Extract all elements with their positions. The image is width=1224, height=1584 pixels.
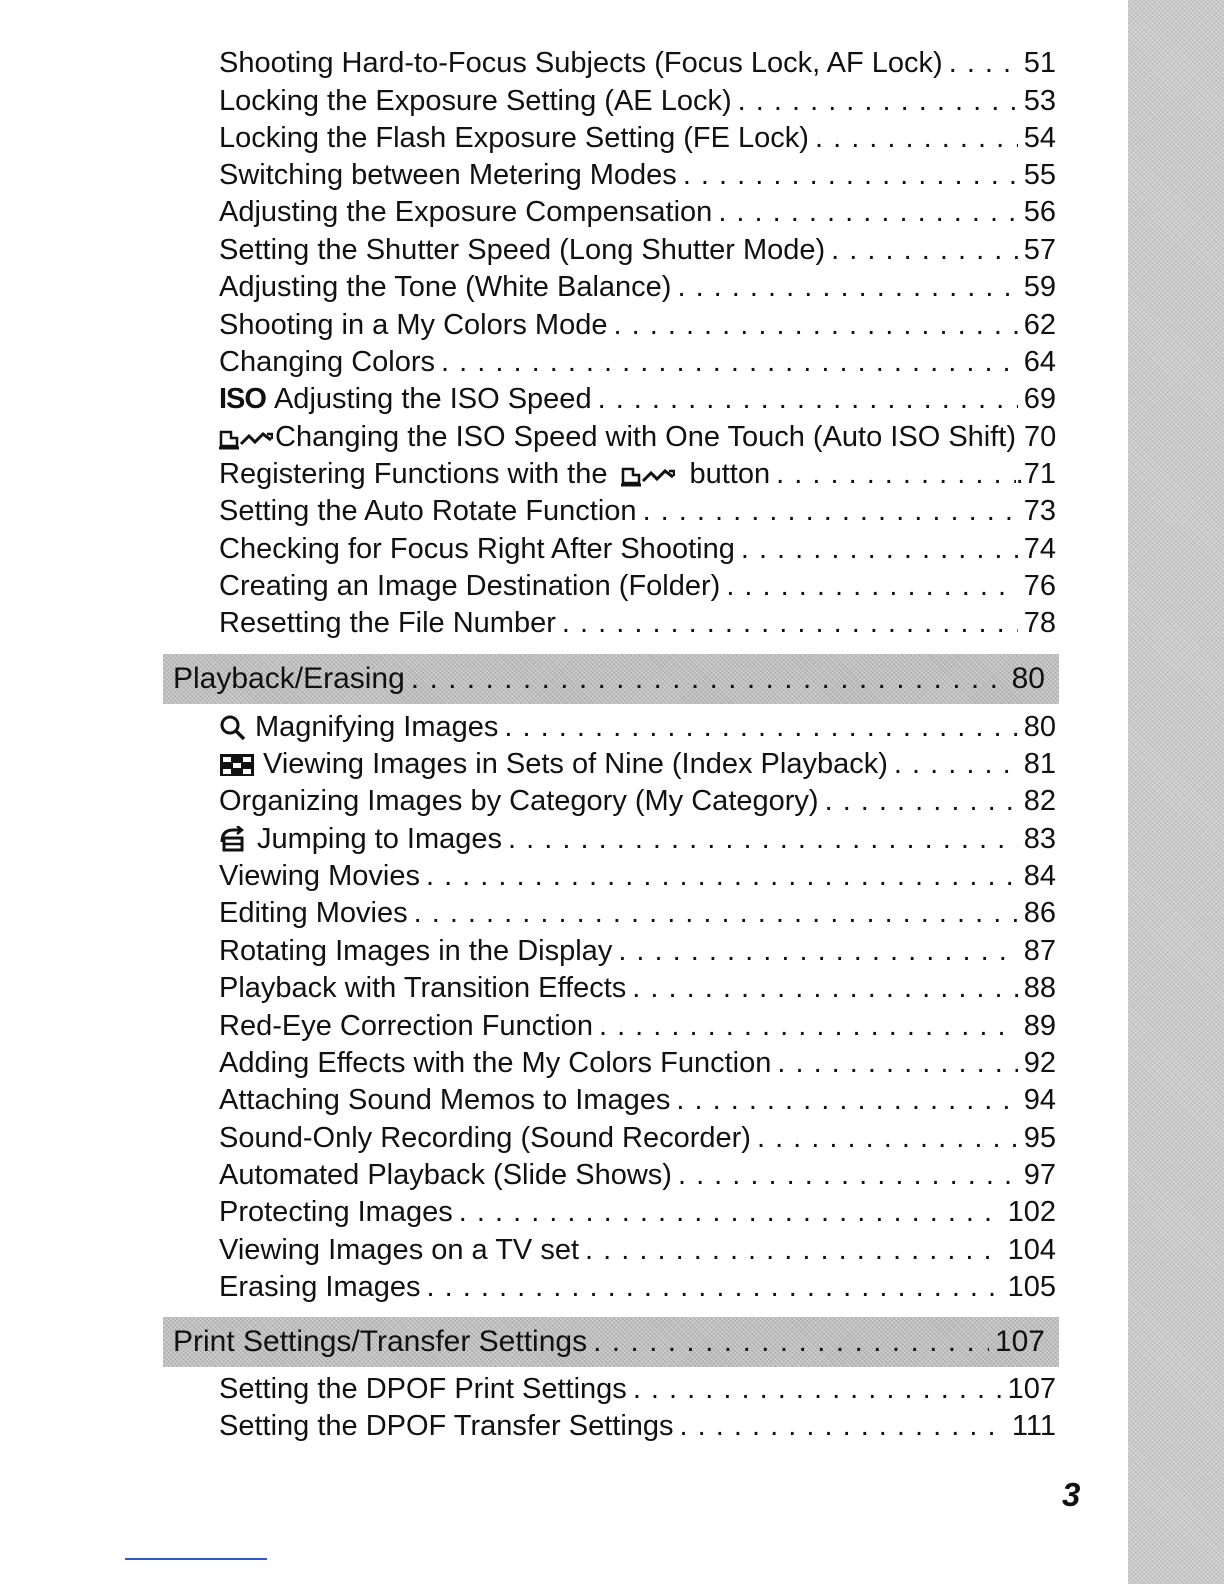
toc-entry-page: 102 bbox=[1007, 1196, 1056, 1228]
toc-entry-title: Checking for Focus Right After Shooting bbox=[219, 533, 735, 565]
toc-entry-title: Resetting the File Number bbox=[219, 607, 556, 639]
leader-dots bbox=[426, 858, 1018, 894]
section-page: 80 bbox=[1011, 662, 1045, 695]
toc-entry[interactable] bbox=[219, 344, 1056, 380]
leader-dots bbox=[414, 895, 1018, 931]
leader-dots bbox=[676, 1082, 1017, 1118]
toc-entry-page: 83 bbox=[1023, 823, 1056, 855]
toc-entry-page: 80 bbox=[1023, 711, 1056, 743]
toc-entry[interactable] bbox=[219, 307, 1056, 343]
print-share-icon bbox=[219, 419, 273, 455]
toc-entry-title: Viewing Movies bbox=[219, 860, 420, 892]
print-share-icon bbox=[621, 456, 675, 492]
toc-entry-title: Setting the Shutter Speed (Long Shutter Mode) bbox=[219, 234, 826, 266]
toc-entry[interactable] bbox=[219, 1408, 1056, 1444]
toc-entry-page: .71 bbox=[1015, 458, 1056, 490]
toc-entry-title: Adjusting the ISO Speed bbox=[273, 383, 592, 415]
toc-entry-page: 62 bbox=[1023, 309, 1056, 341]
leader-dots bbox=[949, 45, 1018, 81]
toc-entry-page: 59 bbox=[1023, 271, 1056, 303]
leader-dots bbox=[508, 821, 1018, 857]
toc-entry-page: 111 bbox=[1011, 1410, 1056, 1442]
leader-dots bbox=[613, 307, 1017, 343]
toc-entry[interactable] bbox=[219, 1371, 1056, 1407]
leader-dots bbox=[459, 1194, 1002, 1230]
leader-dots bbox=[441, 344, 1018, 380]
toc-entry-title: Rotating Images in the Display bbox=[219, 935, 613, 967]
toc-entry-page: 55 bbox=[1023, 159, 1056, 191]
toc-entry-title: Viewing Images in Sets of Nine (Index Playback) bbox=[263, 748, 888, 780]
toc-entry[interactable] bbox=[219, 1194, 1056, 1230]
toc-entry[interactable] bbox=[219, 1157, 1056, 1193]
toc-entry[interactable] bbox=[219, 783, 1056, 819]
toc-entry[interactable] bbox=[219, 493, 1056, 529]
toc-entry[interactable] bbox=[219, 1120, 1056, 1156]
toc-entry-page: 87 bbox=[1023, 935, 1056, 967]
leader-dots bbox=[726, 568, 1017, 604]
index-icon bbox=[219, 746, 255, 782]
toc-entry-page: 69 bbox=[1023, 383, 1056, 415]
toc-entry[interactable] bbox=[219, 456, 1056, 492]
toc-entry-page: 57 bbox=[1023, 234, 1056, 266]
toc-entry[interactable] bbox=[219, 821, 1056, 857]
toc-entry-title: Changing the ISO Speed with One Touch (Auto ISO Shift) bbox=[275, 421, 1017, 453]
toc-entry-title: Adjusting the Tone (White Balance) bbox=[219, 271, 672, 303]
toc-entry-page: 56 bbox=[1023, 196, 1056, 228]
toc-entry-page: 94 bbox=[1023, 1084, 1056, 1116]
leader-dots bbox=[718, 194, 1017, 230]
section-page: 107 bbox=[994, 1325, 1045, 1358]
toc-entry-page: 51 bbox=[1023, 47, 1056, 79]
leader-dots bbox=[593, 1325, 989, 1359]
leader-dots bbox=[411, 662, 1006, 696]
toc-entry-title: Attaching Sound Memos to Images bbox=[219, 1084, 671, 1116]
toc-entry-page: 74 bbox=[1023, 533, 1056, 565]
leader-dots bbox=[825, 783, 1018, 819]
leader-dots bbox=[562, 605, 1018, 641]
leader-dots bbox=[618, 933, 1017, 969]
toc-entry[interactable] bbox=[219, 157, 1056, 193]
toc-entry-title: Adding Effects with the My Colors Function bbox=[219, 1047, 772, 1079]
toc-entry[interactable] bbox=[219, 1082, 1056, 1118]
toc-entry-page: 53 bbox=[1023, 85, 1056, 117]
leader-dots bbox=[677, 269, 1017, 305]
footer-rule bbox=[125, 1558, 267, 1560]
toc-entry-title: Locking the Exposure Setting (AE Lock) bbox=[219, 85, 732, 117]
toc-entry[interactable] bbox=[219, 605, 1056, 641]
toc-entry-page: 86 bbox=[1023, 897, 1056, 929]
toc-entry[interactable] bbox=[219, 1269, 1056, 1305]
toc-entry[interactable] bbox=[219, 269, 1056, 305]
leader-dots bbox=[738, 83, 1018, 119]
leader-dots bbox=[777, 1045, 1017, 1081]
toc-entry-title: Organizing Images by Category (My Category) bbox=[219, 785, 819, 817]
page-number: 3 bbox=[1062, 1476, 1081, 1513]
toc-entry-page: 92 bbox=[1023, 1047, 1056, 1079]
toc-entry[interactable] bbox=[219, 1008, 1056, 1044]
toc-entry-page: 70 bbox=[1024, 421, 1057, 453]
toc-entry-page: 73 bbox=[1023, 495, 1056, 527]
leader-dots bbox=[680, 1408, 1006, 1444]
leader-dots bbox=[757, 1120, 1018, 1156]
toc-entry-title: Setting the DPOF Print Settings bbox=[219, 1373, 627, 1405]
toc-entry[interactable] bbox=[219, 1232, 1056, 1268]
toc-entry-page: 84 bbox=[1023, 860, 1056, 892]
toc-entry-page: 95 bbox=[1023, 1122, 1056, 1154]
leader-dots bbox=[427, 1269, 1002, 1305]
toc-entry-page: 54 bbox=[1023, 122, 1056, 154]
leader-dots bbox=[633, 1371, 1002, 1407]
toc-entry[interactable] bbox=[219, 1045, 1056, 1081]
toc-entry-title: Setting the DPOF Transfer Settings bbox=[219, 1410, 674, 1442]
toc-entry[interactable] bbox=[219, 709, 1056, 745]
toc-entry[interactable] bbox=[219, 531, 1056, 567]
jump-icon bbox=[219, 821, 245, 857]
toc-entry-page: 81 bbox=[1023, 748, 1056, 780]
leader-dots bbox=[815, 120, 1018, 156]
toc-entry-page: 64 bbox=[1023, 346, 1056, 378]
toc-entry-title: Setting the Auto Rotate Function bbox=[219, 495, 637, 527]
section-title: Print Settings/Transfer Settings bbox=[173, 1325, 588, 1358]
toc-entry-title: Switching between Metering Modes bbox=[219, 159, 677, 191]
toc-entry[interactable] bbox=[219, 83, 1056, 119]
toc-entry[interactable] bbox=[219, 895, 1056, 931]
toc-entry-page: 89 bbox=[1023, 1010, 1056, 1042]
toc-entry-title: Red-Eye Correction Function bbox=[219, 1010, 593, 1042]
leader-dots bbox=[504, 709, 1017, 745]
toc-entry[interactable] bbox=[219, 381, 1056, 417]
leader-dots bbox=[599, 1008, 1018, 1044]
toc-entry[interactable] bbox=[219, 568, 1056, 604]
toc-entry[interactable] bbox=[219, 419, 1056, 455]
toc-entry-page: 88 bbox=[1023, 972, 1056, 1004]
toc-entry-title: Shooting Hard-to-Focus Subjects (Focus Lock, AF Lock) bbox=[219, 47, 943, 79]
toc-entry-title: Shooting in a My Colors Mode bbox=[219, 309, 608, 341]
toc-entry-title: Creating an Image Destination (Folder) bbox=[219, 570, 721, 602]
section-title: Playback/Erasing bbox=[173, 662, 405, 695]
toc-entry[interactable] bbox=[219, 232, 1056, 268]
leader-dots bbox=[678, 1157, 1018, 1193]
toc-entry[interactable] bbox=[219, 933, 1056, 969]
toc-entry-title: Sound-Only Recording (Sound Recorder) bbox=[219, 1122, 751, 1154]
section-header-print[interactable] bbox=[163, 1317, 1059, 1367]
toc-entry-page: 82 bbox=[1023, 785, 1056, 817]
toc-entry-title: Playback with Transition Effects bbox=[219, 972, 627, 1004]
toc-entry-page: 97 bbox=[1023, 1159, 1056, 1191]
leader-dots bbox=[683, 157, 1018, 193]
toc-entry-title: Erasing Images bbox=[219, 1271, 421, 1303]
edge-tab-strip bbox=[1128, 0, 1224, 1584]
toc-entry[interactable] bbox=[219, 858, 1056, 894]
toc-entry[interactable] bbox=[219, 970, 1056, 1006]
magnify-icon bbox=[219, 709, 247, 745]
toc-entry[interactable] bbox=[219, 45, 1056, 81]
toc-entry-title: Automated Playback (Slide Shows) bbox=[219, 1159, 672, 1191]
section-header-playback[interactable] bbox=[163, 654, 1059, 704]
toc-entry-page: 104 bbox=[1007, 1234, 1056, 1266]
toc-entry[interactable] bbox=[219, 120, 1056, 156]
leader-dots bbox=[831, 232, 1018, 268]
leader-dots bbox=[585, 1232, 1002, 1268]
toc-entry-title: Jumping to Images bbox=[257, 823, 503, 855]
toc-entry-page: 76 bbox=[1023, 570, 1056, 602]
toc-entry-title: Magnifying Images bbox=[255, 711, 499, 743]
leader-dots bbox=[632, 970, 1017, 1006]
toc-entry-title: Registering Functions with the bbox=[219, 458, 608, 490]
toc-entry-title: Adjusting the Exposure Compensation bbox=[219, 196, 713, 228]
toc-entry-page: 107 bbox=[1007, 1373, 1056, 1405]
toc-entry-page: 78 bbox=[1023, 607, 1056, 639]
leader-dots bbox=[776, 456, 1016, 492]
toc-entry-title: Editing Movies bbox=[219, 897, 408, 929]
toc-entry-page: 105 bbox=[1007, 1271, 1056, 1303]
toc-entry-title: Viewing Images on a TV set bbox=[219, 1234, 580, 1266]
leader-dots bbox=[643, 493, 1018, 529]
toc-entry-title: Changing Colors bbox=[219, 346, 436, 378]
iso-icon: ISO bbox=[219, 383, 266, 415]
toc-entry[interactable] bbox=[219, 194, 1056, 230]
leader-dots bbox=[598, 381, 1018, 417]
toc-entry[interactable] bbox=[219, 746, 1056, 782]
leader-dots bbox=[894, 746, 1018, 782]
leader-dots bbox=[741, 531, 1018, 567]
toc-entry-title: Locking the Flash Exposure Setting (FE Lock) bbox=[219, 122, 809, 154]
toc-entry-title-after: button bbox=[689, 458, 771, 490]
toc-entry-title: Protecting Images bbox=[219, 1196, 453, 1228]
